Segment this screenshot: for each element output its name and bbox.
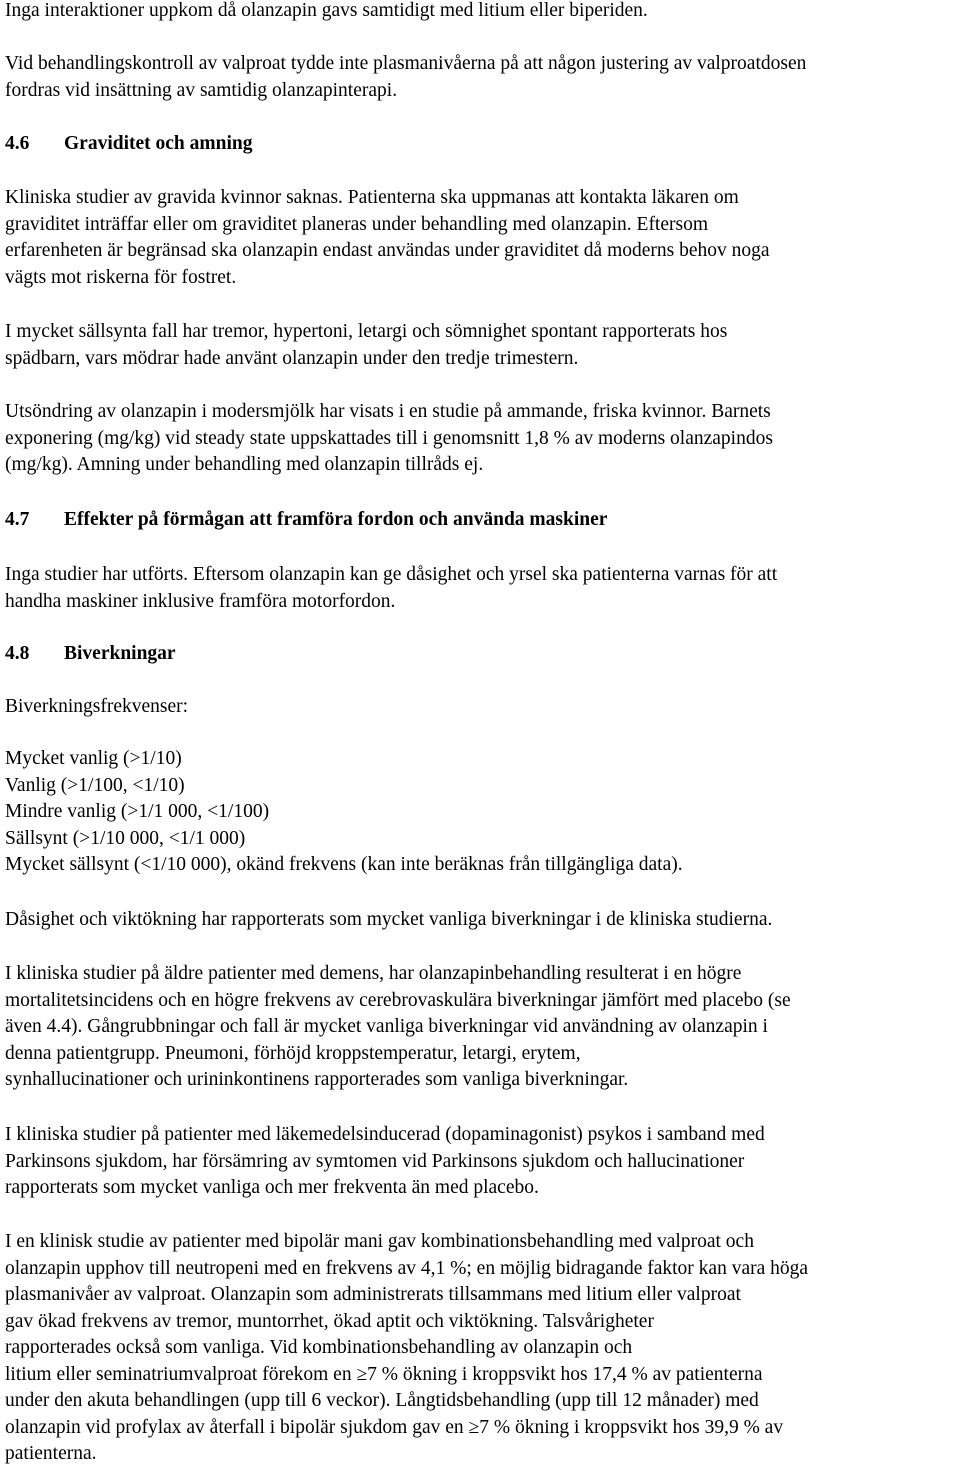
paragraph-valproate — [5, 51, 955, 104]
text-line: (mg/kg). Amning under behandling med olanzapin tillråds ej. — [5, 454, 484, 475]
section-title: Graviditet och amning — [64, 133, 253, 154]
section-heading-4-7 — [5, 507, 607, 534]
section-heading-4-6 — [5, 131, 253, 158]
text-line: denna patientgrupp. Pneumoni, förhöjd kroppstemperatur, letargi, erytem, — [5, 1042, 581, 1064]
text-line: erfarenheten är begränsad ska olanzapin endast användas under graviditet då moderns behov noga — [5, 240, 770, 261]
document-page — [5, 0, 955, 1468]
frequency-list — [5, 746, 955, 879]
paragraph-parkinsons — [5, 1122, 955, 1202]
text-line: spädbarn, vars mödrar hade använt olanzapin under den tredje trimestern. — [5, 347, 579, 369]
list-item: Vanlig (>1/100, <1/10) — [5, 774, 185, 796]
text-line: handha maskiner inklusive framföra motorfordon. — [5, 590, 396, 612]
paragraph-frequency-intro — [5, 694, 955, 721]
text-line: I mycket sällsynta fall har tremor, hypertoni, letargi och sömnighet spontant rapporterats hos — [5, 321, 728, 342]
text-line: I en klinisk studie av patienter med bipolär mani gav kombinationsbehandling med valproat och — [5, 1231, 754, 1252]
text-line: Vid behandlingskontroll av valproat tydde inte plasmanivåerna på att någon justering av valproatdosen — [5, 53, 807, 74]
text-line: mortalitetsincidens och en högre frekvens av cerebrovaskulära biverkningar jämfört med placebo (se — [5, 989, 791, 1011]
text-line: Dåsighet och viktökning har rapporterats som mycket vanliga biverkningar i de kliniska studierna. — [5, 909, 773, 930]
paragraph-infant-effects — [5, 319, 955, 372]
list-item: Mycket vanlig (>1/10) — [5, 748, 182, 769]
paragraph-common-effects — [5, 907, 955, 934]
text-line: gav ökad frekvens av tremor, muntorrhet, ökad aptit och viktökning. Talsvårigheter — [5, 1310, 654, 1332]
text-line: exponering (mg/kg) vid steady state uppskattades till i genomsnitt 1,8 % av moderns olanzapindos — [5, 427, 773, 449]
paragraph-interactions-lithium — [5, 0, 955, 25]
text-line: synhallucinationer och urininkontinens rapporterades som vanliga biverkningar. — [5, 1069, 629, 1090]
text-line: vägts mot riskerna för fostret. — [5, 266, 237, 288]
text-line: rapporterades också som vanliga. Vid kombinationsbehandling av olanzapin och — [5, 1337, 633, 1358]
text-line: olanzapin upphov till neutropeni med en frekvens av 4,1 %; en möjlig bidragande faktor kan vara höga — [5, 1257, 809, 1279]
text-line: Kliniska studier av gravida kvinnor saknas. Patienterna ska uppmanas att kontakta läkaren om — [5, 187, 739, 208]
paragraph-pregnancy — [5, 185, 955, 291]
list-item: Mindre vanlig (>1/1 000, <1/100) — [5, 801, 270, 822]
list-item: Mycket sällsynt (<1/10 000), okänd frekvens (kan inte beräknas från tillgängliga data). — [5, 854, 683, 875]
section-number: 4.7 — [5, 509, 30, 530]
text-line: patienterna. — [5, 1443, 97, 1464]
text-line: Inga interaktioner uppkom då olanzapin gavs samtidigt med litium eller biperiden. — [5, 0, 648, 21]
list-item: Sällsynt (>1/10 000, <1/1 000) — [5, 827, 246, 849]
text-line: I kliniska studier på patienter med läkemedelsinducerad (dopaminagonist) psykos i samband med — [5, 1124, 765, 1145]
text-line: rapporterats som mycket vanliga och mer frekventa än med placebo. — [5, 1177, 539, 1198]
paragraph-elderly-dementia — [5, 961, 955, 1094]
text-line: även 4.4). Gångrubbningar och fall är mycket vanliga biverkningar vid användning av olanzapin i — [5, 1016, 768, 1037]
paragraph-driving — [5, 562, 955, 615]
text-line: litium eller seminatriumvalproat förekom en ≥7 % ökning i kroppsvikt hos 17,4 % av patienterna — [5, 1363, 763, 1385]
text-line: graviditet inträffar eller om graviditet planeras under behandling med olanzapin. Eftersom — [5, 213, 709, 235]
section-title: Biverkningar — [64, 643, 176, 664]
section-title: Effekter på förmågan att framföra fordon och använda maskiner — [64, 509, 608, 530]
text-line: I kliniska studier på äldre patienter med demens, har olanzapinbehandling resulterat i en högre — [5, 963, 742, 984]
section-heading-4-8 — [5, 641, 176, 668]
text-line: Utsöndring av olanzapin i modersmjölk har visats i en studie på ammande, friska kvinnor. Barnets — [5, 401, 771, 422]
paragraph-breast-milk — [5, 399, 955, 479]
text-line: Parkinsons sjukdom, har försämring av symtomen vid Parkinsons sjukdom och hallucinationer — [5, 1150, 745, 1172]
text-line: Inga studier har utförts. Eftersom olanzapin kan ge dåsighet och yrsel ska patienterna varnas för att — [5, 564, 778, 585]
section-number: 4.6 — [5, 133, 30, 154]
text-line: under den akuta behandlingen (upp till 6 veckor). Långtidsbehandling (upp till 12 månader) med — [5, 1390, 759, 1411]
text-line: Biverkningsfrekvenser: — [5, 696, 189, 717]
text-line: plasmanivåer av valproat. Olanzapin som administrerats tillsammans med litium eller valproat — [5, 1284, 741, 1305]
text-line: olanzapin vid profylax av återfall i bipolär sjukdom gav en ≥7 % ökning i kroppsvikt hos 39,9 % av — [5, 1416, 784, 1438]
paragraph-bipolar — [5, 1229, 955, 1468]
section-number: 4.8 — [5, 643, 30, 664]
text-line: fordras vid insättning av samtidig olanzapinterapi. — [5, 79, 398, 101]
